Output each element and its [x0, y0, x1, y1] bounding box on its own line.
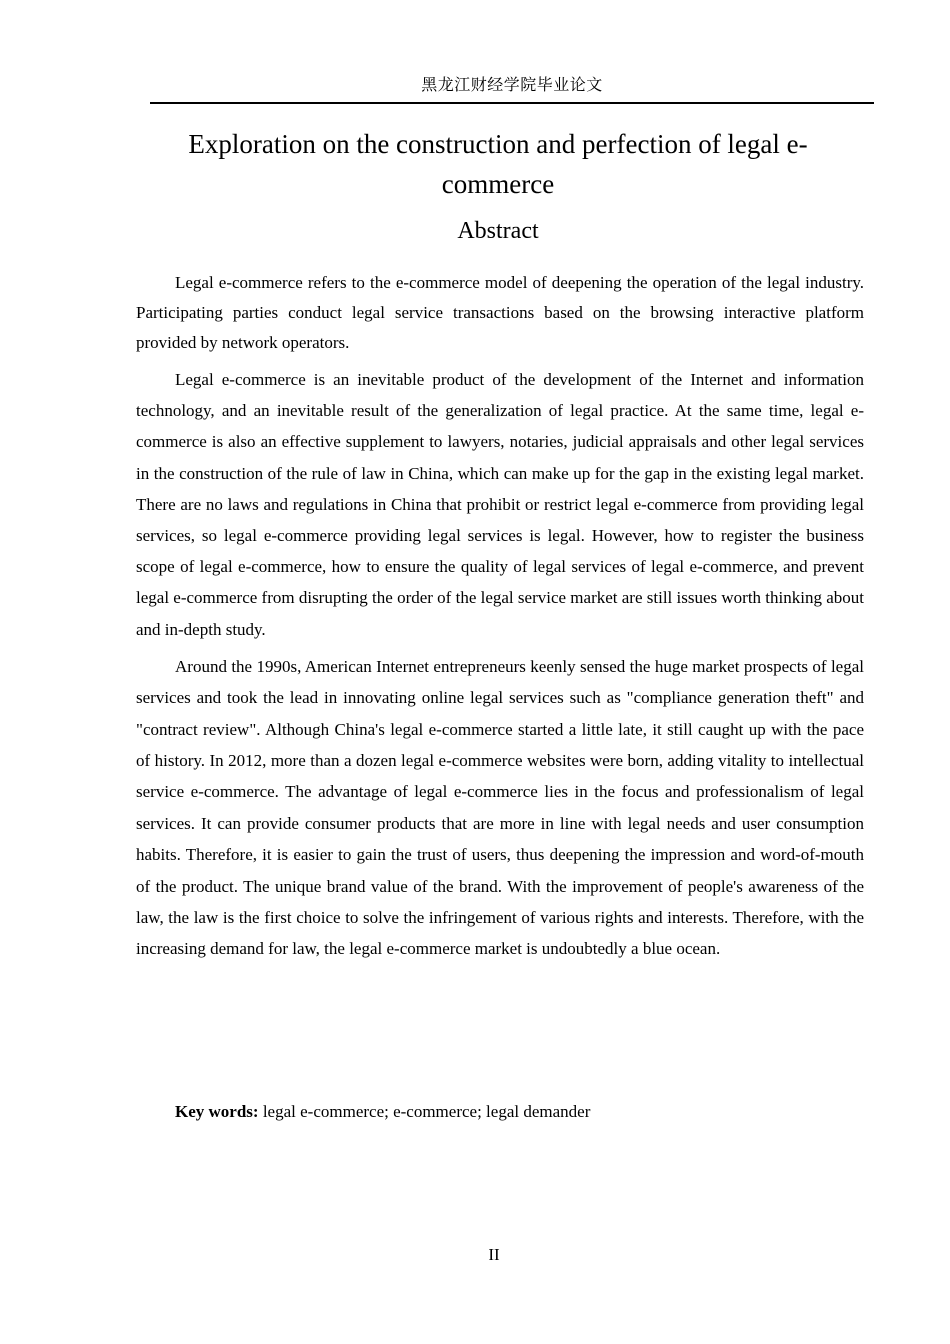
page-number: II [488, 1245, 500, 1264]
abstract-paragraph: Legal e-commerce is an inevitable product of the development of the Internet and information technology, and an inevitable result of the generalization of legal practice. At the same time, legal e-commerce is also an effective supplement to lawyers, notaries, judicial appraisals and other legal services in the construction of the rule of law in China, which can make up for the gap in the existing legal market. There are no laws and regulations in China that prohibit or restrict legal e-commerce from providing legal services, so legal e-commerce providing legal services is legal. However, how to register the business scope of legal e-commerce, how to ensure the quality of legal services of legal e-commerce, and prevent legal e-commerce from disrupting the order of the legal service market are still issues worth thinking about and in-depth study. [136, 370, 864, 639]
page-header [150, 70, 874, 104]
abstract-paragraph: Legal e-commerce refers to the e-commerce model of deepening the operation of the legal industry. Participating parties conduct legal service transactions based on the browsing interactive platform provided by network operators. [136, 273, 864, 352]
abstract-body [136, 268, 864, 971]
header-text: 黑龙江财经学院毕业论文 [421, 75, 603, 94]
abstract-heading: Abstract [457, 218, 539, 244]
keywords-line [175, 1098, 590, 1126]
keywords-value: legal e-commerce; e-commerce; legal demander [258, 1102, 591, 1121]
thesis-title: Exploration on the construction and perfection of legal e-commerce [188, 129, 808, 199]
keywords-label: Key words: [175, 1102, 259, 1121]
abstract-paragraph: Around the 1990s, American Internet entrepreneurs keenly sensed the huge market prospects of legal services and took the lead in innovating online legal services such as "compliance generation theft" and "contract review". Although China's legal e-commerce started a little late, it still caught up with the pace of history. In 2012, more than a dozen legal e-commerce websites were born, adding vitality to intellectual service e-commerce. The advantage of legal e-commerce lies in the focus and professionalism of legal services. It can provide consumer products that are more in line with legal needs and user consumption habits. Therefore, it is easier to gain the trust of users, thus deepening the impression and word-of-mouth of the product. The unique brand value of the brand. With the improvement of people's awareness of the law, the law is the first choice to solve the infringement of various rights and interests. Therefore, with the increasing demand for law, the legal e-commerce market is undoubtedly a blue ocean. [136, 656, 864, 959]
